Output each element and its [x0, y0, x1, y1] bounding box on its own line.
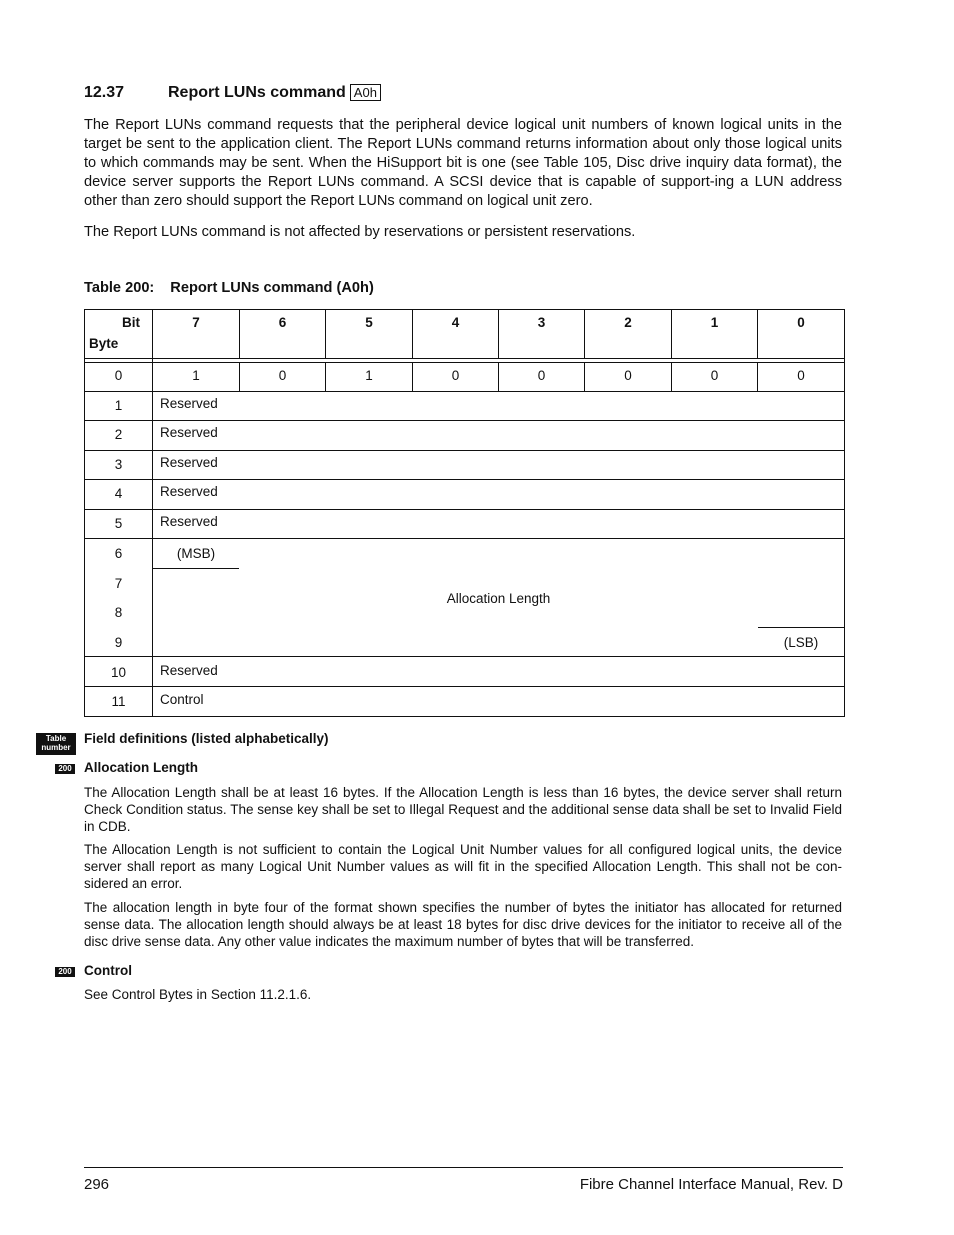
byte-number: 8	[114, 605, 123, 620]
byte-number: 2	[114, 427, 123, 442]
bit-header-3: 3	[537, 315, 546, 330]
byte-number: 0	[114, 368, 123, 383]
byte-number: 7	[114, 576, 123, 591]
opcode-bit-0: 0	[797, 368, 805, 383]
bit-header-4: 4	[451, 315, 460, 330]
reservation-paragraph: The Report LUNs command is not affected by reservations or persistent reservations.	[84, 224, 636, 240]
field-name-allocation-length: Allocation Length	[84, 760, 198, 775]
opcode-bit-3: 0	[537, 368, 546, 383]
section-number: 12.37	[84, 84, 125, 101]
byte-number: 4	[114, 486, 123, 501]
field-description: The Allocation Length is not sufficient to contain the Logical Unit Number values for all configured logical units, the device server shall report as many Logical Unit Number values as will fit in the specified Allocation Length. This shall not be con-sidered an error.	[84, 842, 842, 891]
table-ref-tag: 200	[55, 967, 75, 977]
command-table	[84, 309, 845, 717]
field-definitions-heading: Field definitions (listed alphabetically)	[84, 731, 329, 746]
lsb-label: (LSB)	[783, 635, 819, 650]
byte-number: 3	[114, 457, 123, 472]
table-caption	[84, 280, 374, 296]
section-heading	[84, 84, 381, 102]
document-title: Fibre Channel Interface Manual, Rev. D	[579, 1176, 843, 1193]
opcode-box: A0h	[350, 84, 381, 101]
bit-header-6: 6	[278, 315, 287, 330]
bit-header-7: 7	[192, 315, 200, 330]
reserved-field: Reserved	[160, 663, 218, 678]
bit-header-1: 1	[710, 315, 719, 330]
opcode-bit-6: 0	[278, 368, 287, 383]
field-description: See Control Bytes in Section 11.2.1.6.	[84, 987, 312, 1002]
opcode-bit-2: 0	[624, 368, 632, 383]
control-field: Control	[160, 692, 204, 707]
page-number: 296	[84, 1176, 110, 1193]
table-ref-tag: 200	[55, 764, 75, 774]
opcode-bit-4: 0	[451, 368, 460, 383]
field-description: The Allocation Length shall be at least 16 bytes. If the Allocation Length is less than 16 bytes, the device server shall return Check Condition status. The sense key shall be set to Illegal Request and the additional sense data shall be set to Invalid Field in CDB.	[84, 785, 842, 834]
allocation-length-field: Allocation Length	[446, 591, 551, 606]
opcode-bit-1: 0	[710, 368, 719, 383]
byte-number: 9	[114, 635, 123, 650]
byte-number: 5	[114, 516, 123, 531]
reserved-field: Reserved	[160, 484, 218, 499]
field-name-control: Control	[84, 963, 132, 978]
opcode-bit-7: 1	[192, 368, 200, 383]
byte-number: 10	[110, 665, 127, 680]
table-number-tag: Table number	[36, 733, 76, 755]
intro-paragraph: The Report LUNs command requests that the peripheral device logical unit numbers of known logical units in the target be sent to the application client. The Report LUNs command returns information about only those logical units to which commands may be sent. When the HiSupport bit is one (see Table 105, Disc drive inquiry data format), the device server supports the Report LUNs command. A SCSI device that is capable of support-ing a LUN address other than zero should support the Report LUNs command on logical unit zero.	[84, 117, 842, 209]
table-caption-title: Report LUNs command (A0h)	[170, 280, 374, 296]
msb-label: (MSB)	[176, 546, 216, 561]
reserved-field: Reserved	[160, 514, 218, 529]
reserved-field: Reserved	[160, 396, 218, 411]
field-description: The allocation length in byte four of the format shown specifies the number of bytes the initiator has allocated for returned sense data. The allocation length should always be at least 18 bytes for disc drive devices for the initiator to receive all of the disc drive sense data. Any other value indicates the maximum number of bytes that will be transferred.	[84, 900, 842, 949]
bit-header-0: 0	[797, 315, 805, 330]
bit-header-2: 2	[624, 315, 632, 330]
footer-rule	[84, 1167, 843, 1168]
section-title: Report LUNs command	[168, 84, 346, 101]
reserved-field: Reserved	[160, 425, 218, 440]
opcode-bit-5: 1	[365, 368, 373, 383]
bit-header-5: 5	[365, 315, 373, 330]
byte-label: Byte	[89, 336, 119, 351]
table-caption-label: Table 200:	[84, 280, 155, 296]
bit-label: Bit	[122, 315, 140, 330]
byte-number: 1	[114, 398, 123, 413]
byte-number: 6	[114, 546, 123, 561]
reserved-field: Reserved	[160, 455, 218, 470]
byte-number: 11	[111, 694, 126, 709]
